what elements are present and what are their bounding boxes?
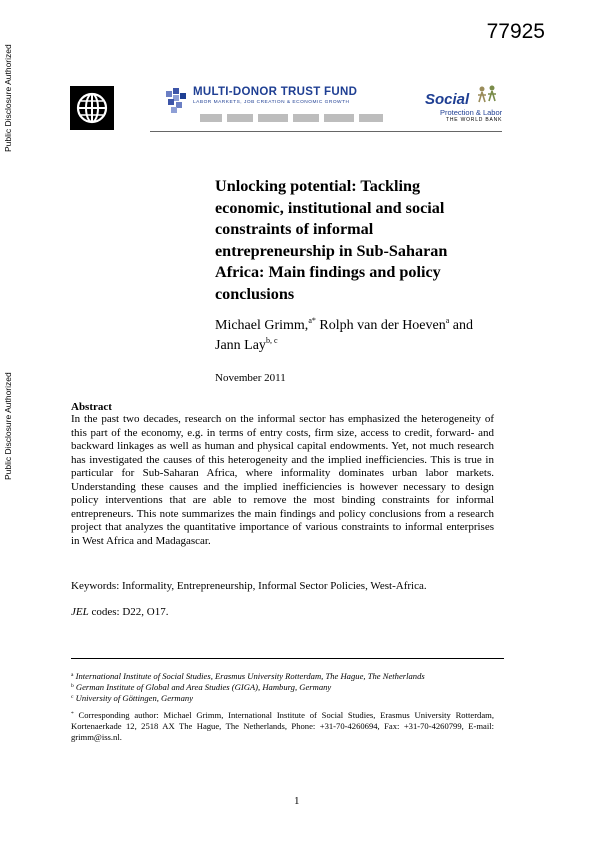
author-name: Jann Lay xyxy=(215,338,266,353)
header-rule xyxy=(150,131,502,132)
author-affiliation-mark: a* xyxy=(308,316,316,325)
footnote xyxy=(71,693,494,704)
social-protection-subtitle: Protection & Labor xyxy=(440,108,503,117)
author-name: Michael Grimm, xyxy=(215,318,309,333)
disclosure-label-top: Public Disclosure Authorized xyxy=(3,44,13,152)
footnote-mark: c xyxy=(71,694,74,700)
disclosure-label-middle: Public Disclosure Authorized xyxy=(3,372,13,480)
author-affiliation-mark: a xyxy=(445,316,450,325)
footnotes xyxy=(71,671,494,743)
donor-logos-strip xyxy=(200,110,390,126)
footnote-text: Corresponding author: Michael Grimm, International Institute of Social Studies, Erasmus University Rotterdam, Kortenaerkade 12, 2518 AX The Hague, The Netherlands, Phone: +31-70-4260694, Fax: +31-70-4260799, E-mail: grimm@iss.nl. xyxy=(71,710,494,742)
footnote-mark: b xyxy=(71,683,74,689)
publication-date: November 2011 xyxy=(215,372,286,384)
footnote-mark: * xyxy=(71,711,74,717)
footnote-text: International Institute of Social Studies, Erasmus University Rotterdam, The Hague, The Netherlands xyxy=(75,671,425,681)
people-figures-icon xyxy=(475,84,501,110)
document-number: 77925 xyxy=(486,20,545,43)
jel-label: JEL xyxy=(71,606,89,618)
page-number: 1 xyxy=(294,795,300,807)
author-conjunction: and xyxy=(449,318,474,333)
author-name: Rolph van der Hoeven xyxy=(315,318,446,333)
mdtf-title: MULTI-DONOR TRUST FUND xyxy=(193,86,358,98)
jel-codes xyxy=(71,606,168,618)
mdtf-emblem-icon xyxy=(162,85,192,115)
paper-title: Unlocking potential: Tackling economic, institutional and social constraints of informal entrepreneurship in Sub-Saharan Africa: Main findings and policy conclusions xyxy=(215,177,448,303)
corresponding-author-note xyxy=(71,710,494,743)
footnote-text: University of Göttingen, Germany xyxy=(75,693,194,703)
abstract-heading: Abstract xyxy=(71,401,112,413)
social-protection-title: Social xyxy=(425,91,470,108)
keywords: Keywords: Informality, Entrepreneurship, Informal Sector Policies, West-Africa. xyxy=(71,580,427,592)
footnote xyxy=(71,671,494,682)
author-affiliation-mark: b, c xyxy=(265,336,278,345)
abstract-body: In the past two decades, research on the informal sector has emphasized the heterogeneity of this part of the economy, e.g. in terms of entry costs, firm size, access to credit, forward- and backward linkages as well as human and physical capital endowments. Yet, not much research has investigated the causes of this heterogeneity and the implied inefficiencies. This is true in particular for Sub-Saharan Africa, where informality dominates urban labor markets. Understanding these causes and the implied inefficiencies is however necessary to design policy interventions that are able to remove the most binding constraints for informal entrepreneurs. This note summarizes the main findings and policy conclusions from a research project that analyzes the quantitative importance of various constraints to informal enterprises in West Africa and Madagascar. xyxy=(71,413,494,547)
world-bank-wordmark: THE WORLD BANK xyxy=(446,117,503,123)
author-list xyxy=(215,316,515,356)
footnote xyxy=(71,682,494,693)
footnote-text: German Institute of Global and Area Studies (GIGA), Hamburg, Germany xyxy=(75,682,332,692)
world-bank-logo-icon xyxy=(70,86,114,130)
footnote-rule xyxy=(71,658,504,659)
footnote-mark: a xyxy=(71,672,74,678)
jel-values: codes: D22, O17. xyxy=(88,606,169,618)
mdtf-subtitle: LABOR MARKETS, JOB CREATION & ECONOMIC GROWTH xyxy=(193,100,350,105)
